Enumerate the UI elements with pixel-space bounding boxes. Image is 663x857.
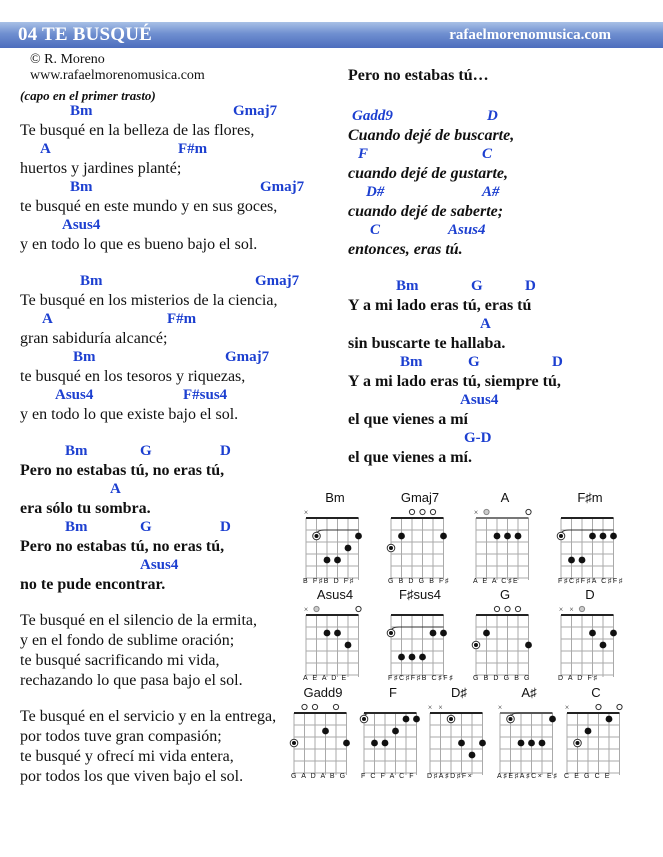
fretboard-grid bbox=[300, 490, 370, 580]
lyric-line: no te pude encontrar. bbox=[20, 576, 166, 593]
chord-notes: A♯E♯A♯C× E♯ bbox=[497, 773, 559, 780]
chord-diagram bbox=[555, 490, 625, 590]
chord-diagram-name: F♯m bbox=[577, 490, 603, 505]
copyright: © R. Moreno bbox=[30, 52, 105, 67]
chord-label: Gadd9 bbox=[352, 108, 393, 124]
lyric-line: Pero no estabas tú, no eras tú, bbox=[20, 538, 225, 555]
fretboard-grid bbox=[424, 685, 494, 775]
svg-text:×: × bbox=[303, 605, 309, 614]
lyric-line: te busqué en este mundo y en sus goces, bbox=[20, 198, 278, 215]
song-title: 04 TE BUSQUÉ bbox=[18, 24, 153, 45]
chord-notes: G A D A B G bbox=[291, 773, 347, 780]
chord-diagram bbox=[300, 490, 370, 590]
chord-label: A bbox=[40, 141, 51, 157]
chord-label: A bbox=[42, 311, 53, 327]
lyric-line: cuando dejé de saberte; bbox=[348, 203, 504, 220]
lyric-line: te busqué sacrificando mi vida, bbox=[20, 652, 220, 669]
lyric-line: Pero no estabas tú, no eras tú, bbox=[20, 462, 225, 479]
title-bar bbox=[0, 22, 663, 48]
website-link[interactable]: www.rafaelmorenomusica.com bbox=[30, 68, 205, 83]
capo-note: (capo en el primer trasto) bbox=[20, 88, 156, 103]
svg-text:×: × bbox=[558, 605, 564, 614]
chord-label: Bm bbox=[396, 278, 419, 294]
chord-diagram bbox=[470, 490, 540, 590]
lyric-line: Cuando dejé de buscarte, bbox=[348, 127, 515, 144]
chord-diagram-name: A♯ bbox=[521, 685, 537, 700]
chord-diagram-name: Gmaj7 bbox=[400, 490, 440, 505]
chord-diagram-name: D♯ bbox=[451, 685, 467, 700]
chord-label: G bbox=[140, 443, 152, 459]
chord-label: D bbox=[487, 108, 498, 124]
svg-text:×: × bbox=[473, 508, 479, 517]
chord-diagram bbox=[494, 685, 564, 785]
chord-label: Asus4 bbox=[448, 222, 486, 238]
lyric-line: rechazando lo que pasa bajo el sol. bbox=[20, 672, 243, 689]
chord-label: D bbox=[220, 443, 231, 459]
lyric-line: gran sabiduría alcancé; bbox=[20, 330, 168, 347]
chord-notes: D♯A♯D♯F× bbox=[427, 773, 474, 780]
chord-diagram-name: G bbox=[499, 587, 511, 602]
chord-label: A bbox=[110, 481, 121, 497]
chord-label: Gmaj7 bbox=[260, 179, 305, 195]
chord-label: G bbox=[140, 519, 152, 535]
chord-diagram bbox=[555, 587, 625, 687]
chord-label: C bbox=[370, 222, 381, 238]
fretboard-grid bbox=[288, 685, 358, 775]
chord-label: Gmaj7 bbox=[233, 103, 278, 119]
chord-diagram bbox=[470, 587, 540, 687]
lyric-line: y en el fondo de sublime oración; bbox=[20, 632, 235, 649]
chord-label: Asus4 bbox=[55, 387, 94, 403]
chord-diagram-name: F bbox=[389, 685, 397, 700]
chord-diagram bbox=[288, 685, 358, 785]
chord-diagram-name: Gadd9 bbox=[303, 685, 343, 700]
chord-label: Bm bbox=[65, 443, 88, 459]
fretboard-grid bbox=[385, 587, 455, 677]
svg-text:×: × bbox=[564, 703, 570, 712]
chord-diagram-name: A bbox=[500, 490, 510, 505]
lyric-line: Te busqué en el silencio de la ermita, bbox=[20, 612, 258, 629]
lyric-line: sin buscarte te hallaba. bbox=[348, 335, 506, 352]
chord-label: D bbox=[552, 354, 563, 370]
chord-notes: G B D G B F♯ bbox=[388, 578, 450, 585]
chord-diagram bbox=[561, 685, 631, 785]
chord-notes: C E G C E bbox=[564, 773, 612, 780]
chord-label: D bbox=[525, 278, 536, 294]
chord-diagram bbox=[385, 587, 455, 687]
lyric-line: Te busqué en la belleza de las flores, bbox=[20, 122, 255, 139]
chord-label: F bbox=[358, 146, 369, 162]
chord-label: G bbox=[471, 278, 483, 294]
fretboard-grid bbox=[385, 490, 455, 580]
chord-label: Bm bbox=[73, 349, 96, 365]
lyric-line: cuando dejé de gustarte, bbox=[348, 165, 508, 182]
chord-diagram-name: Asus4 bbox=[316, 587, 354, 602]
fretboard-grid bbox=[555, 587, 625, 677]
fretboard-grid bbox=[494, 685, 564, 775]
chord-label: F#sus4 bbox=[183, 387, 228, 403]
chord-notes: A E A C♯E bbox=[473, 578, 520, 585]
fretboard-grid bbox=[561, 685, 631, 775]
lyric-line: y en todo lo que existe bajo el sol. bbox=[20, 406, 239, 423]
lyric-line: Te busqué en el servicio y en la entrega, bbox=[20, 708, 277, 725]
lyric-line: el que vienes a mí bbox=[348, 411, 468, 428]
chord-label: Gmaj7 bbox=[255, 273, 300, 289]
chord-label: A bbox=[480, 316, 491, 332]
svg-text:×: × bbox=[497, 703, 503, 712]
lyric-line: era sólo tu sombra. bbox=[20, 500, 151, 517]
fretboard-grid bbox=[555, 490, 625, 580]
svg-text:×: × bbox=[427, 703, 433, 712]
chord-label: Bm bbox=[70, 179, 93, 195]
chord-label: A# bbox=[482, 184, 500, 200]
chord-diagram-name: C bbox=[591, 685, 601, 700]
lyric-line: Pero no estabas tú… bbox=[348, 67, 489, 84]
chord-diagram-name: F♯sus4 bbox=[399, 587, 441, 602]
chord-label: F#m bbox=[167, 311, 197, 327]
chord-notes: D A D F♯ bbox=[558, 675, 599, 682]
chord-label: G-D bbox=[464, 430, 492, 446]
lyric-line: y en todo lo que es bueno bajo el sol. bbox=[20, 236, 258, 253]
song-meta bbox=[30, 52, 205, 84]
fretboard-grid bbox=[300, 587, 370, 677]
fretboard-grid bbox=[470, 490, 540, 580]
svg-text:×: × bbox=[569, 605, 574, 614]
chord-label: Gmaj7 bbox=[225, 349, 270, 365]
chord-diagram-name: D bbox=[585, 587, 595, 602]
chord-notes: F♯C♯F♯B C♯F♯ bbox=[388, 675, 455, 682]
lyric-line: Y a mi lado eras tú, eras tú bbox=[348, 297, 532, 314]
lyric-line: te busqué en los tesoros y riquezas, bbox=[20, 368, 246, 385]
chord-diagram bbox=[385, 490, 455, 590]
chord-label: Bm bbox=[80, 273, 103, 289]
chord-label: D bbox=[220, 519, 231, 535]
chord-notes: A E A D E bbox=[303, 675, 348, 682]
lyric-line: por todos tuve gran compasión; bbox=[20, 728, 222, 745]
lyric-line: Y a mi lado eras tú, siempre tú, bbox=[348, 373, 561, 390]
lyric-line: el que vienes a mí. bbox=[348, 449, 472, 466]
chord-label: Bm bbox=[70, 103, 93, 119]
chord-diagram bbox=[424, 685, 494, 785]
chord-notes: G B D G B G bbox=[473, 675, 532, 682]
svg-text:×: × bbox=[438, 703, 443, 712]
chord-label: Asus4 bbox=[140, 557, 179, 573]
lyric-line: Te busqué en los misterios de la ciencia, bbox=[20, 292, 278, 309]
chord-diagram bbox=[358, 685, 428, 785]
chord-diagram bbox=[300, 587, 370, 687]
fretboard-grid bbox=[470, 587, 540, 677]
chord-notes: B F♯B D F♯ bbox=[303, 578, 355, 585]
chord-label: Bm bbox=[65, 519, 88, 535]
chord-label: D# bbox=[366, 184, 385, 200]
chord-label: Asus4 bbox=[62, 217, 101, 233]
lyric-line: entonces, eras tú. bbox=[348, 241, 463, 258]
chord-notes: F♯C♯F♯A C♯F♯ bbox=[558, 578, 624, 585]
chord-label: Asus4 bbox=[460, 392, 499, 408]
chord-diagram-name: Bm bbox=[325, 490, 345, 505]
chord-label: C bbox=[482, 146, 493, 162]
lyric-line: huertos y jardines planté; bbox=[20, 160, 182, 177]
chord-label: Bm bbox=[400, 354, 423, 370]
chord-label: G bbox=[468, 354, 480, 370]
lyric-line: te busqué y ofrecí mi vida entera, bbox=[20, 748, 234, 765]
chord-notes: F C F A C F bbox=[361, 773, 416, 780]
lyric-line: por todos los que viven bajo el sol. bbox=[20, 768, 244, 785]
site-name[interactable]: rafaelmorenomusica.com bbox=[449, 27, 611, 43]
chord-label: F#m bbox=[178, 141, 208, 157]
svg-text:×: × bbox=[303, 508, 309, 517]
fretboard-grid bbox=[358, 685, 428, 775]
